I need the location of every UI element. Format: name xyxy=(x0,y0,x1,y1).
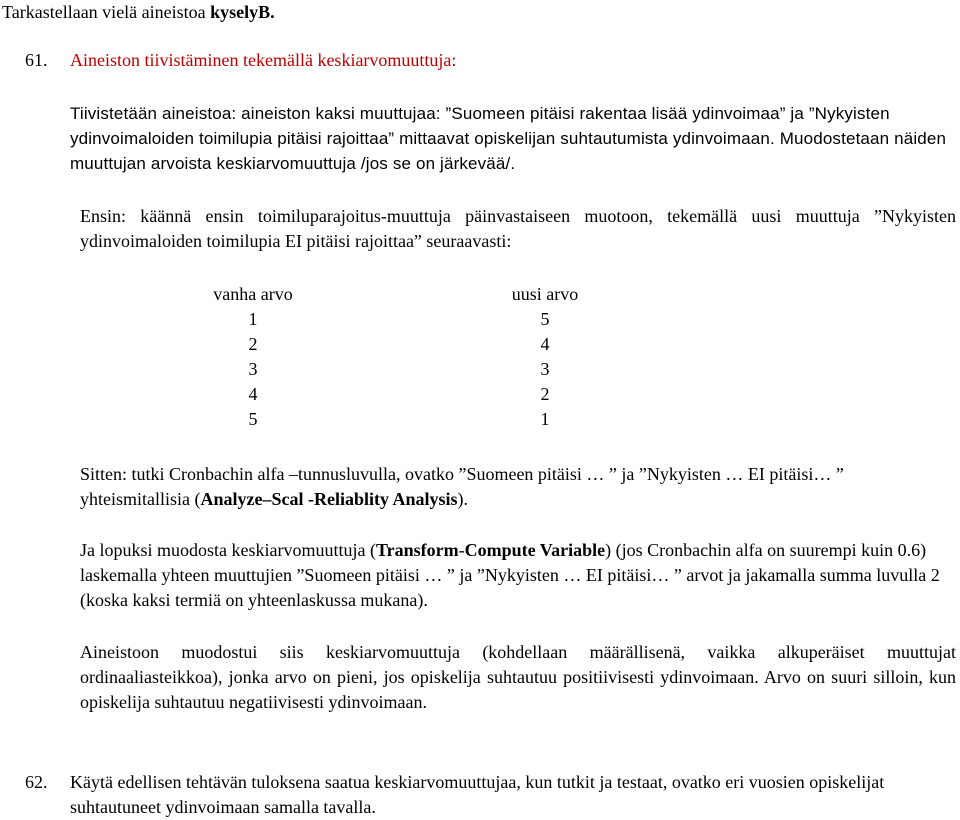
paragraph-step-3-text xyxy=(80,538,956,613)
question-62-text: Käytä edellisen tehtävän tuloksena saatua keskiarvomuuttujaa, kun tutkit ja testaat, ovatko eri vuosien opiskelijat suhtautuneet ydinvoimaan samalla tavalla. xyxy=(70,772,885,817)
question-61-title: Aineiston tiivistäminen tekemällä keskiarvomuuttuja: xyxy=(70,50,457,70)
step-2-text-post: ). xyxy=(457,489,468,509)
menu-path-transform: Transform xyxy=(375,540,459,560)
step-3-text-post: ) (jos Cronbachin alfa on suurempi kuin 0.6) laskemalla yhteen muuttujien ”Suomeen pitäisi … ” ja ”Nykyisten … EI pitäisi… ” arvot ja jakamalla summa luvulla 2 (koska kaksi termiä on yhteenlaskussa mukana). xyxy=(80,540,940,610)
recode-column-new xyxy=(490,282,600,432)
recode-new-value: 1 xyxy=(540,409,550,429)
paragraph-step-2-text xyxy=(80,462,956,512)
dataset-name: kyselyB. xyxy=(210,2,275,22)
intro-line xyxy=(2,0,960,25)
paragraph-summary xyxy=(80,640,956,715)
question-62-number: 62. xyxy=(25,772,48,792)
menu-path-reliability: Analyze–Scal -Reliablity Analysis xyxy=(200,489,458,509)
recode-header-old: vanha arvo xyxy=(213,284,293,304)
recode-old-value: 1 xyxy=(248,309,258,329)
recode-new-value: 2 xyxy=(540,384,550,404)
recode-new-value: 3 xyxy=(540,359,550,379)
menu-path-compute: Compute Variable xyxy=(464,540,606,560)
recode-old-value: 2 xyxy=(248,334,258,354)
paragraph-intro xyxy=(70,101,956,176)
paragraph-step-3 xyxy=(80,538,956,613)
paragraph-summary-text: Aineistoon muodostui siis keskiarvomuuttuja (kohdellaan määrällisenä, vaikka alkuperäiset muuttujat ordinaaliasteikkoa), jonka arvo on pieni, jos opiskelija suhtautuu positiivisesti ydinvoimaan. Arvo on suuri silloin, kun opiskelija suhtautuu negatiivisesti ydinvoimaan. xyxy=(80,642,956,712)
recode-old-value: 5 xyxy=(248,409,258,429)
recode-new-value: 5 xyxy=(540,309,550,329)
paragraph-step-1-text: Ensin: käännä ensin toimiluparajoitus-muuttuja päinvastaiseen muotoon, tekemällä uusi muuttuja ”Nykyisten ydinvoimaloiden toimilupia EI pitäisi rajoittaa” seuraavasti: xyxy=(80,206,956,251)
recode-column-old xyxy=(203,282,303,432)
menu-path-dash: - xyxy=(458,540,465,560)
question-61-number: 61. xyxy=(25,50,48,70)
recode-header-new: uusi arvo xyxy=(511,284,579,304)
paragraph-step-1 xyxy=(80,204,956,254)
paragraph-intro-text: Tiivistetään aineistoa: aineiston kaksi muuttujaa: ”Suomeen pitäisi rakentaa lisää ydinvoimaa” ja ”Nykyisten ydinvoimaloiden toimilupia pitäisi rajoittaa” mittaavat opiskelijan suhtautumista ydinvoimaan. Muodostetaan näiden muuttujan arvoista keskiarvomuuttuja /jos se on järkevää/. xyxy=(70,104,947,173)
paragraph-step-2 xyxy=(80,462,956,512)
step-2-text-pre: Sitten: tutki Cronbachin alfa –tunnusluvulla, ovatko ”Suomeen pitäisi … ” ja ”Nykyisten … EI pitäisi… ” yhteismitallisia ( xyxy=(80,464,844,509)
intro-text: Tarkastellaan vielä aineistoa xyxy=(2,2,211,22)
recode-new-value: 4 xyxy=(540,334,550,354)
recode-old-value: 3 xyxy=(248,359,258,379)
recode-old-value: 4 xyxy=(248,384,258,404)
step-3-text-pre: Ja lopuksi muodosta keskiarvomuuttuja ( xyxy=(80,540,376,560)
